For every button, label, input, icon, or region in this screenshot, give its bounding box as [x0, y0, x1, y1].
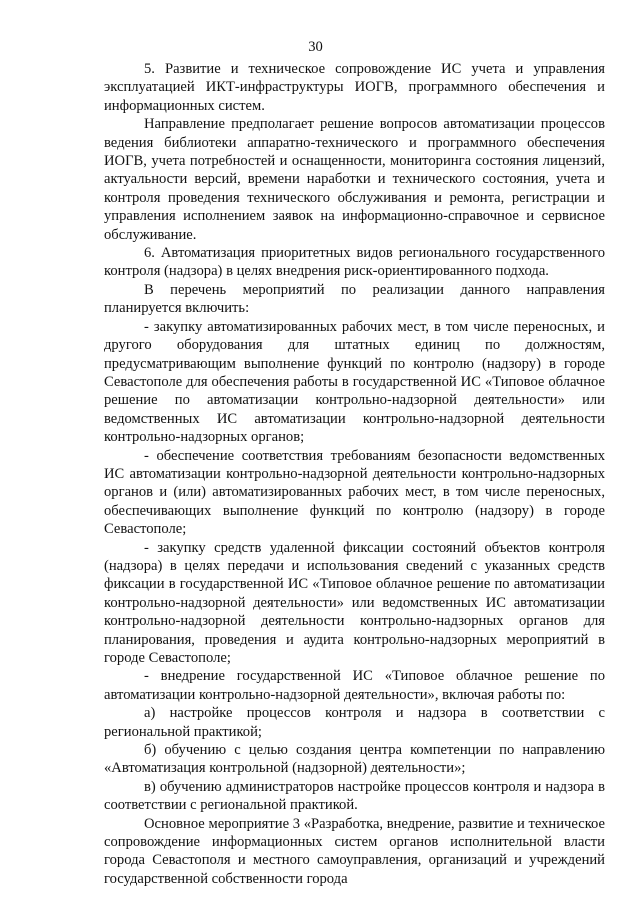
paragraph-measures-intro: В перечень мероприятий по реализации данного направления планируется включить:: [104, 281, 605, 317]
sub-item-b: б) обучению с целью создания центра компетенции по направлению «Автоматизация контрольной (надзорной) деятельности»;: [104, 742, 605, 777]
sub-item-a: а) настройке процессов контроля и надзора в соответствии с региональной практикой;: [104, 705, 605, 740]
paragraph-section-5-description: Направление предполагает решение вопросов автоматизации процессов ведения библиотеки аппаратно-технического и программного обеспечения ИОГВ, учета потребностей и оснащенности, мониторинга состояния лицензий, актуальности версий, времени наработки и технического состояния, учета и контроля проведения технического обслуживания и ремонта, регистрации и управления исполнением заявок на информационно-справочное и сервисное обслуживание.: [104, 116, 605, 243]
paragraph-section-5-heading: 5. Развитие и техническое сопровождение ИС учета и управления эксплуатацией ИКТ-инфраструктуры ИОГВ, программного обеспечения и информационных систем.: [104, 61, 605, 114]
paragraph-section-6-heading: 6. Автоматизация приоритетных видов регионального государственного контроля (надзора) в целях внедрения риск-ориентированного подхода.: [104, 245, 605, 280]
list-item-remote-monitoring: - закупку средств удаленной фиксации состояний объектов контроля (надзора) в целях передачи и использования сведений с указанных средств фиксации в государственной ИС «Типовое облачное решение по автоматизации контрольно-надзорной деятельности» или ведомственных ИС автоматизации контрольно-надзорной деятельности контрольно-надзорных органов для планирования, проведения и аудита контрольно-надзорных мероприятий в городе Севастополе;: [104, 539, 605, 666]
sub-item-v: в) обучению администраторов настройке процессов контроля и надзора в соответствии с региональной практикой.: [104, 778, 605, 814]
paragraph-main-measure-3: Основное мероприятие 3 «Разработка, внедрение, развитие и техническое сопровождение информационных систем органов исполнительной власти города Севастополя и местного самоуправления, организаций и учреждений государственной собственности города: [104, 815, 605, 887]
document-body: [104, 60, 605, 888]
list-item-security-compliance: - обеспечение соответствия требованиям безопасности ведомственных ИС автоматизации контрольно-надзорной деятельности контрольно-надзорных органов и (или) автоматизированных рабочих мест, в том числе переносных, обеспечивающих выполнение функций по контролю (надзору) в городе Севастополе;: [104, 447, 605, 538]
list-item-workstations: - закупку автоматизированных рабочих мест, в том числе переносных, и другого оборудования для штатных единиц по должностям, предусматривающим выполнение функций по контролю (надзору) в городе Севастополе для обеспечения работы в государственной ИС «Типовое облачное решение по автоматизации контрольно-надзорной деятельности» или ведомственных ИС автоматизации контрольно-надзорной деятельности контрольно-надзорных органов;: [104, 318, 605, 446]
page-number: 30: [308, 39, 323, 55]
list-item-implementation: - внедрение государственной ИС «Типовое облачное решение по автоматизации контрольно-надзорной деятельности», включая работы по:: [104, 668, 605, 703]
